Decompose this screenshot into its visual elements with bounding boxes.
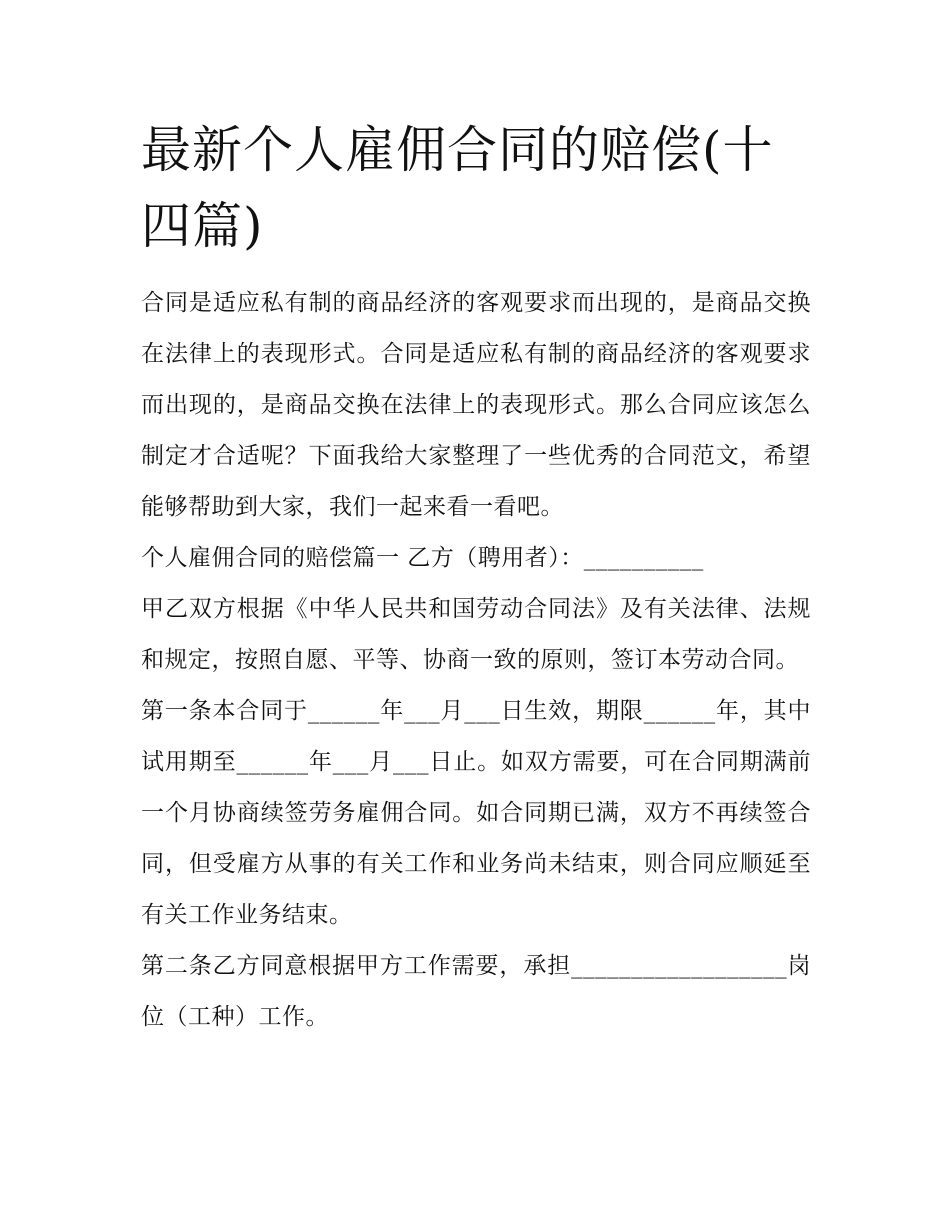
preamble-paragraph: 甲乙双方根据《中华人民共和国劳动合同法》及有关法律、法规和规定，按照自愿、平等、协商一致的原则，签订本劳动合同。 <box>141 596 811 673</box>
document-page <box>141 112 811 1043</box>
section-heading-paragraph: 个人雇佣合同的赔偿篇一 乙方（聘用者）：__________ <box>141 545 704 571</box>
intro-paragraph: 合同是适应私有制的商品经济的客观要求而出现的，是商品交换在法律上的表现形式。合同是适应私有制的商品经济的客观要求而出现的，是商品交换在法律上的表现形式。那么合同应该怎么制定才合适呢？下面我给大家整理了一些优秀的合同范文，希望能够帮助到大家，我们一起来看一看吧。 <box>141 290 811 520</box>
article-2-paragraph: 第二条乙方同意根据甲方工作需要，承担__________________岗位（工种）工作。 <box>141 953 811 1030</box>
article-1-paragraph: 第一条本合同于______年___月___日生效，期限______年，其中试用期至______年___月___日止。如双方需要，可在合同期满前一个月协商续签劳务雇佣合同。如合同期已满，双方不再续签合同，但受雇方从事的有关工作和业务尚未结束，则合同应顺延至有关工作业务结束。 <box>141 698 811 928</box>
document-title: 最新个人雇佣合同的赔偿(十四篇) <box>141 121 774 255</box>
